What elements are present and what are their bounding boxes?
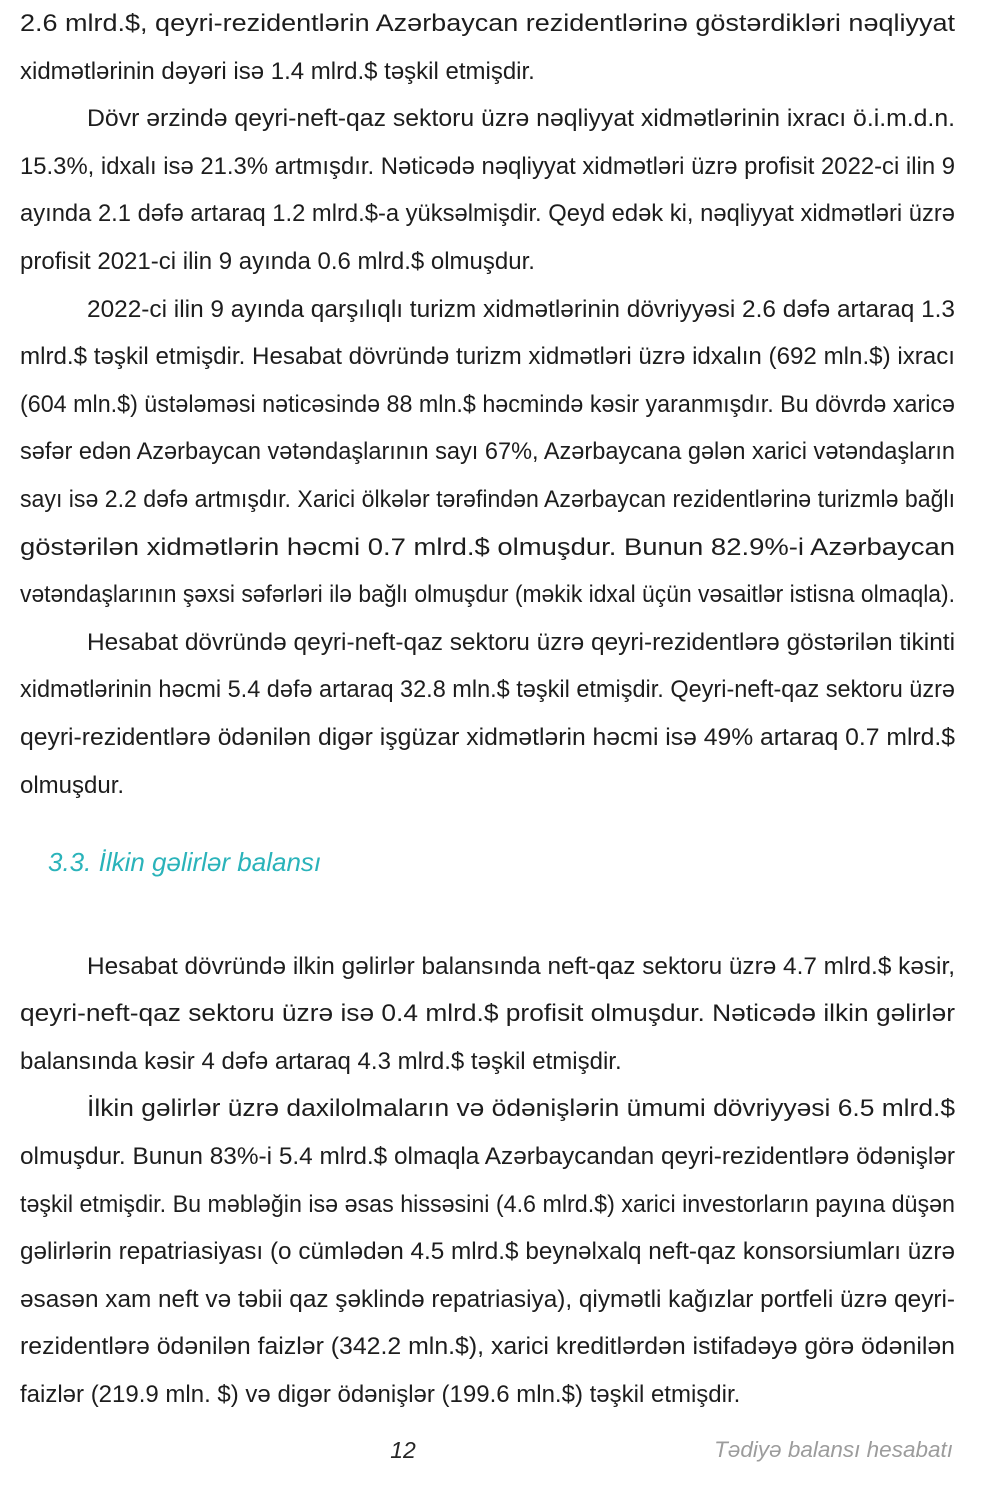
paragraph [20,0,955,95]
text-line [20,1133,955,1181]
section-heading: 3.3. İlkin gəlirlər balansı [48,847,322,878]
paragraphs-after-heading [20,943,955,1419]
paragraph [20,95,955,285]
text-line [20,286,955,334]
text-line-content: xidmətlərinin həcmi 5.4 dəfə artaraq 32.8 mln.$ təşkil etmişdir. Qeyri-neft-qaz sektoru üzrə [20,676,955,704]
text-line-content: xidmətlərinin dəyəri isə 1.4 mlrd.$ təşkil etmişdir. [20,57,535,85]
text-line [20,943,955,991]
page-number: 12 [390,1437,416,1463]
text-line [20,1085,955,1133]
text-line-content: qeyri-rezidentlərə ödənilən digər işgüzar xidmətlərin həcmi isə 49% artaraq 0.7 mlrd.$ [20,723,955,751]
text-line [20,1038,955,1086]
text-line-content: mlrd.$ təşkil etmişdir. Hesabat dövründə turizm xidmətləri üzrə idxalın (692 mln.$) ixracı [20,343,956,371]
text-line-content: İlkin gəlirlər üzrə daxilolmaların və ödənişlərin ümumi dövriyyəsi 6.5 mlrd.$ [87,1095,956,1123]
text-line-content: Dövr ərzində qeyri-neft-qaz sektoru üzrə nəqliyyat xidmətlərinin ixracı ö.i.m.d.n. [87,105,955,133]
text-line [20,1276,955,1324]
text-line-content: əsasən xam neft və təbii qaz şəklində repatriasiya), qiymətli kağızlar portfeli üzrə qeyri- [20,1285,955,1313]
text-line [20,190,955,238]
text-line-content: (604 mln.$) üstələməsi nəticəsində 88 mln.$ həcmində kəsir yaranmışdır. Bu dövrdə xaricə [20,390,955,418]
text-line [20,428,955,476]
text-line [20,619,955,667]
paragraphs-before-heading [20,0,955,809]
text-line-content: göstərilən xidmətlərin həcmi 0.7 mlrd.$ olmuşdur. Bunun 82.9%-i Azərbaycan [20,533,955,561]
text-line-content: 2022-ci ilin 9 ayında qarşılıqlı turizm xidmətlərinin dövriyyəsi 2.6 dəfə artaraq 1.3 [87,295,955,323]
page-footer [0,1437,1000,1487]
text-line-content: 2.6 mlrd.$, qeyri-rezidentlərin Azərbaycan rezidentlərinə göstərdikləri nəqliyyat [20,10,956,37]
paragraph [20,286,955,619]
text-line [20,990,955,1038]
paragraph [20,619,955,809]
text-line [20,0,955,48]
text-line [20,48,955,96]
text-line [20,1228,955,1276]
document-body [20,0,955,1419]
text-line [20,476,955,524]
text-line-content: 15.3%, idxalı isə 21.3% artmışdır. Nəticədə nəqliyyat xidmətləri üzrə profisit 2022-ci ilin 9 [20,152,955,180]
text-line [20,1323,955,1371]
text-line [20,333,955,381]
text-line-content: rezidentlərə ödənilən faizlər (342.2 mln.$), xarici kreditlərdən istifadəyə görə ödənilən [20,1333,955,1361]
text-line-content: faizlər (219.9 mln. $) və digər ödənişlər (199.6 mln.$) təşkil etmişdir. [20,1381,741,1409]
text-line [20,571,955,619]
text-line-content: qeyri-neft-qaz sektoru üzrə isə 0.4 mlrd.$ profisit olmuşdur. Nəticədə ilkin gəlirlər [20,1000,956,1028]
text-line [20,143,955,191]
text-line-content: sayı isə 2.2 dəfə artmışdır. Xarici ölkələr tərəfindən Azərbaycan rezidentlərinə turizmlə bağlı [20,485,955,513]
paragraph [20,1085,955,1418]
paragraph [20,943,955,1086]
text-line-content: ayında 2.1 dəfə artaraq 1.2 mlrd.$-a yüksəlmişdir. Qeyd edək ki, nəqliyyat xidmətləri üzrə [20,200,955,228]
text-line [20,714,955,762]
text-line [20,1371,955,1419]
text-line-content: gəlirlərin repatriasiyası (o cümlədən 4.5 mlrd.$ beynəlxalq neft-qaz konsorsiumları üzrə [20,1238,955,1266]
footer-note: Tədiyə balansı hesabatı [714,1437,953,1462]
text-line-content: vətəndaşlarının şəxsi səfərləri ilə bağlı olmuşdur (məkik idxal üçün vəsaitlər istisna olmaqla). [20,581,955,609]
text-line [20,666,955,714]
text-line-content: olmuşdur. [20,771,125,799]
text-line [20,381,955,429]
text-line [20,95,955,143]
text-line [20,524,955,572]
text-line [20,762,955,810]
text-line-content: profisit 2021-ci ilin 9 ayında 0.6 mlrd.$ olmuşdur. [20,247,535,275]
text-line [20,1181,955,1229]
text-line-content: Hesabat dövründə qeyri-neft-qaz sektoru üzrə qeyri-rezidentlərə göstərilən tikinti [87,628,955,656]
text-line-content: balansında kəsir 4 dəfə artaraq 4.3 mlrd.$ təşkil etmişdir. [20,1047,622,1075]
text-line-content: olmuşdur. Bunun 83%-i 5.4 mlrd.$ olmaqla Azərbaycandan qeyri-rezidentlərə ödənişlər [20,1143,955,1171]
text-line [20,238,955,286]
text-line-content: səfər edən Azərbaycan vətəndaşlarının sayı 67%, Azərbaycana gələn xarici vətəndaşların [20,438,955,466]
text-line-content: təşkil etmişdir. Bu məbləğin isə əsas hissəsini (4.6 mlrd.$) xarici investorların payına düşən [20,1190,955,1218]
text-line-content: Hesabat dövründə ilkin gəlirlər balansında neft-qaz sektoru üzrə 4.7 mlrd.$ kəsir, [87,952,955,980]
